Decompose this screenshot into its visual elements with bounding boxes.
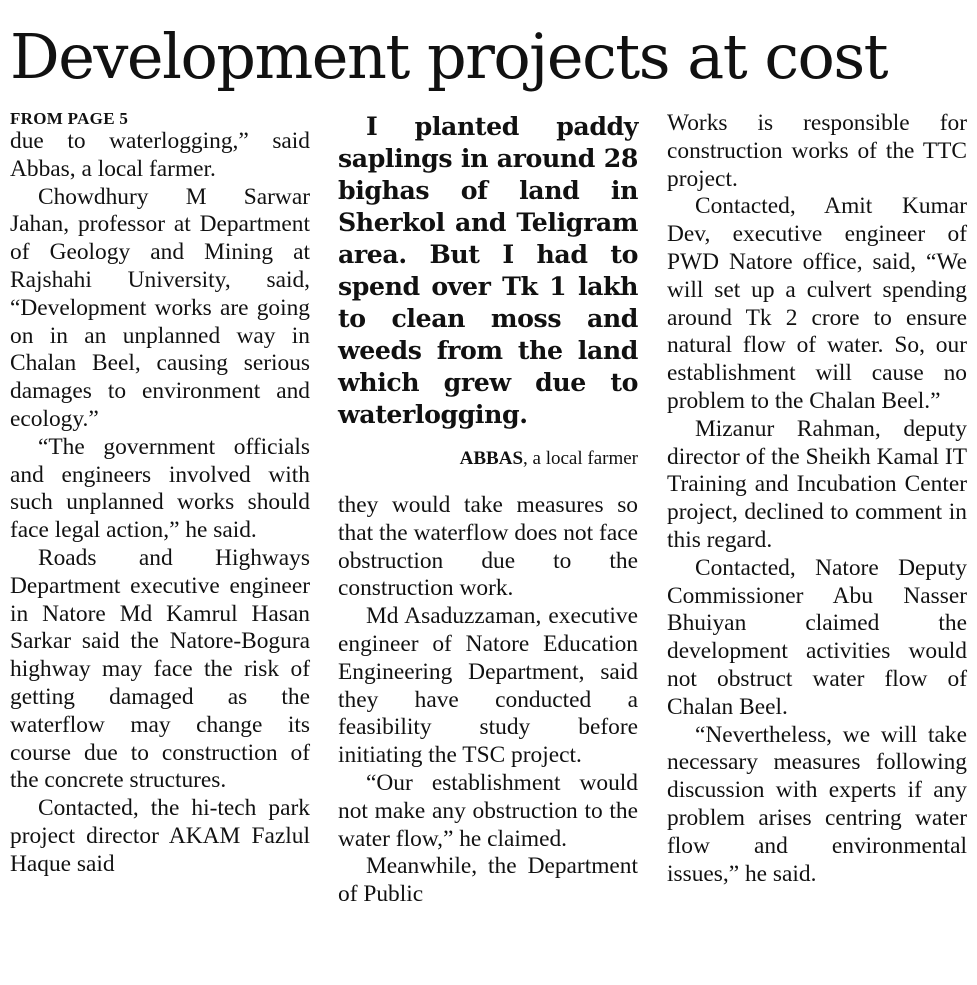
paragraph: Contacted, Natore Deputy Commissioner Abu Nasser Bhuiyan claimed the development activities would not obstruct water flow of Chalan Beel. <box>667 554 967 720</box>
continuation-kicker: FROM PAGE 5 <box>10 109 129 128</box>
article-column-1 <box>10 110 310 879</box>
paragraph: Contacted, the hi-tech park project director AKAM Fazlul Haque said <box>10 795 310 877</box>
pull-quote: I planted paddy saplings in around 28 bighas of land in Sherkol and Teligram area. But I had to spend over Tk 1 lakh to clean moss and weeds from the land which grew due to waterlogging. <box>338 111 638 429</box>
paragraph: “Our establishment would not make any obstruction to the water flow,” he claimed. <box>338 769 638 852</box>
paragraph: Chowdhury M Sarwar Jahan, professor at Department of Geology and Mining at Rajshahi University, said, “Development works are going on in an unplanned way in Chalan Beel, causing serious damages to environment and ecology.” <box>10 183 310 432</box>
paragraph: Works is responsible for construction works of the TTC project. <box>667 110 967 192</box>
paragraph: Mizanur Rahman, deputy director of the Sheikh Kamal IT Training and Incubation Center project, declined to comment in this regard. <box>667 415 967 553</box>
paragraph: Contacted, Amit Kumar Dev, executive engineer of PWD Natore office, said, “We will set up a culvert spending around Tk 2 crore to ensure natural flow of water. So, our establishment will cause no problem to the Chalan Beel.” <box>667 193 967 414</box>
pull-quote-name: ABBAS <box>459 448 524 469</box>
headline: Development projects at cost <box>10 20 888 93</box>
paragraph: “Nevertheless, we will take necessary measures following discussion with experts if any problem arises centring water flow and environmental issues,” he said. <box>667 721 967 887</box>
paragraph: they would take measures so that the waterflow does not face obstruction due to the construction work. <box>338 492 638 602</box>
paragraph: “The government officials and engineers involved with such unplanned works should face legal action,” he said. <box>10 433 310 544</box>
paragraph: Md Asaduzzaman, executive engineer of Natore Education Engineering Department, said they have conducted a feasibility study before initiating the TSC project. <box>338 603 638 769</box>
article-column-3 <box>667 110 967 888</box>
paragraph: Meanwhile, the Department of Public <box>338 853 638 908</box>
pull-quote-role: , a local farmer <box>523 448 638 469</box>
paragraph: Roads and Highways Department executive engineer in Natore Md Kamrul Hasan Sarkar said the Natore-Bogura highway may face the risk of getting damaged as the waterflow may change its course due to construction of the concrete structures. <box>10 544 310 794</box>
paragraph: due to waterlogging,” said Abbas, a local farmer. <box>10 128 310 182</box>
pull-quote-attribution <box>338 448 638 470</box>
article-column-2 <box>338 110 638 909</box>
